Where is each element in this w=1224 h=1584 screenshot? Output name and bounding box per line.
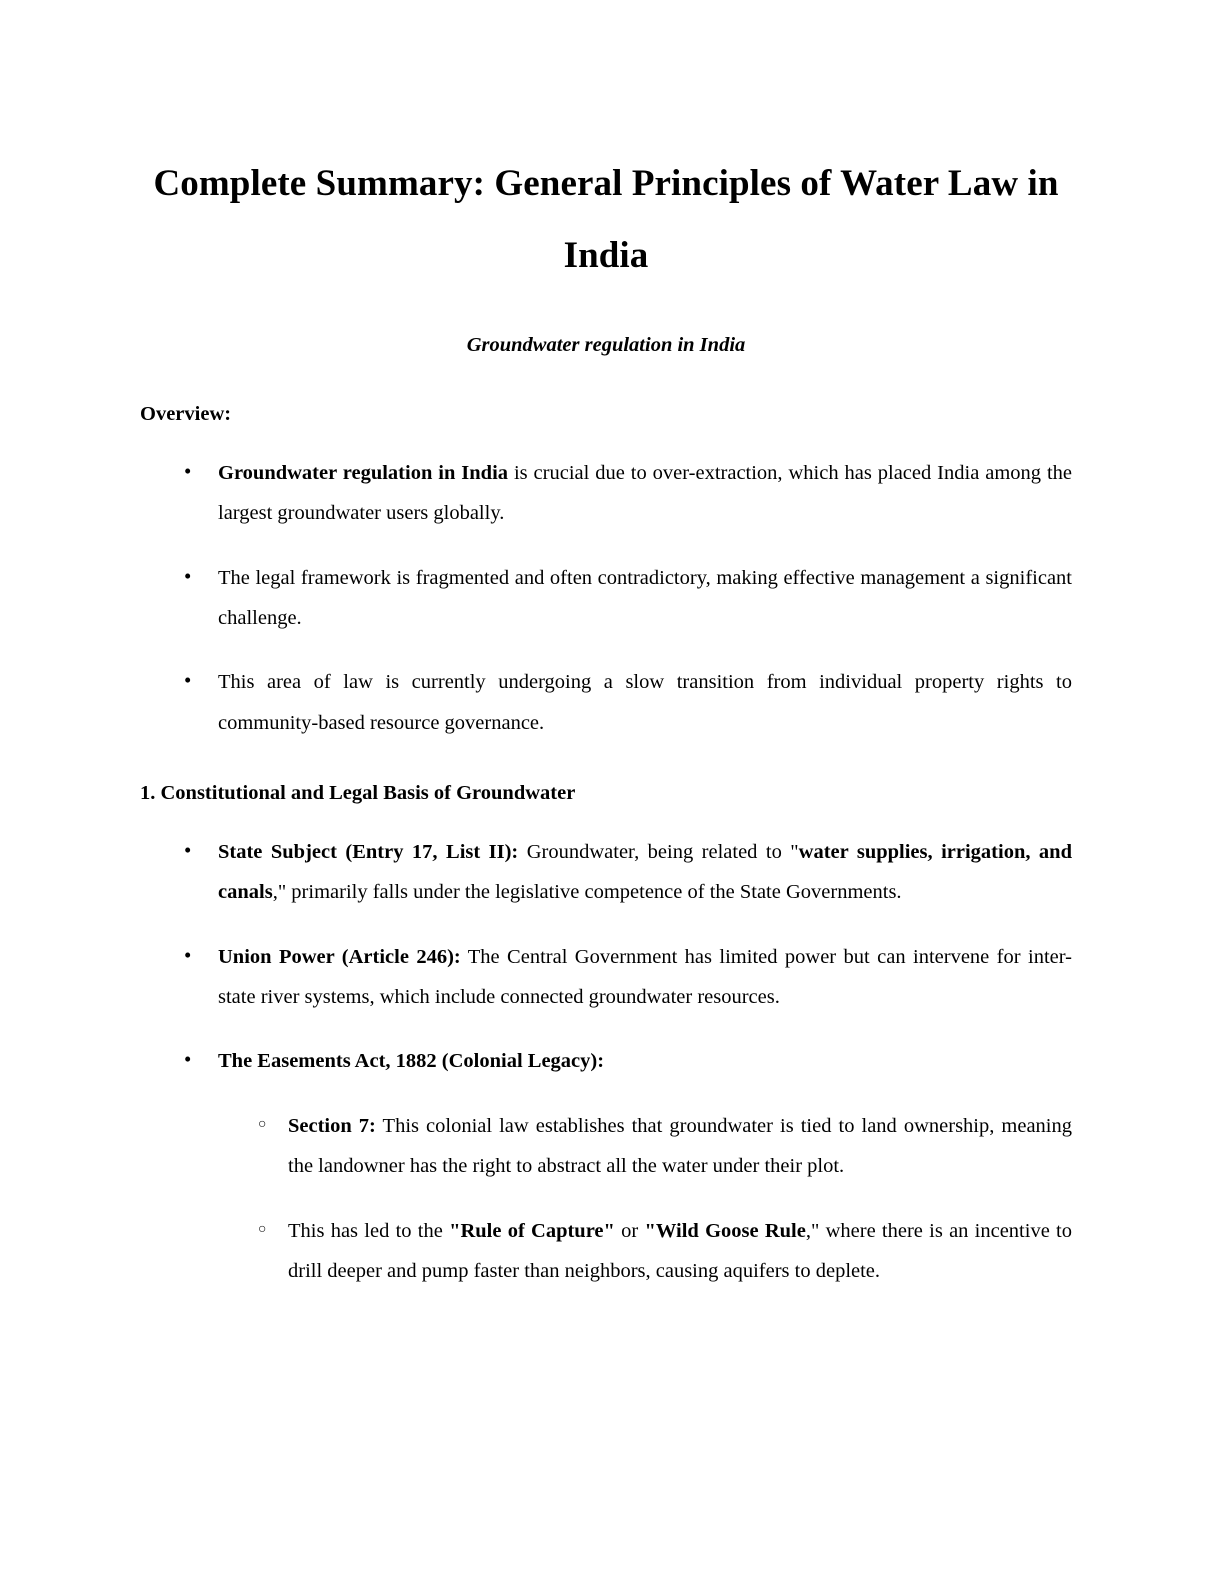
list-item-body: This colonial law establishes that groundwater is tied to land ownership, meaning the landowner has the right to abstract all the water under their plot. — [288, 1114, 1072, 1178]
list-item-text — [288, 1211, 1072, 1292]
list-item — [140, 1041, 1072, 1291]
list-item-body: The legal framework is fragmented and often contradictory, making effective management a significant challenge. — [218, 566, 1072, 630]
list-item-text — [218, 558, 1072, 639]
list-item — [218, 1106, 1072, 1187]
list-item — [140, 662, 1072, 743]
list-item-body: This has led to the — [288, 1219, 450, 1242]
list-item-body-tail: ," primarily falls under the legislative competence of the State Governments. — [272, 881, 902, 904]
list-item-text — [218, 453, 1072, 534]
list-item-lead: The Easements Act, 1882 (Colonial Legacy): — [218, 1050, 605, 1073]
overview-heading: Overview: — [140, 403, 232, 426]
list-item-text — [288, 1106, 1072, 1187]
list-item-body-tail: ," where there is an incentive to drill deeper and pump faster than neighbors, causing aquifers to deplete. — [288, 1219, 1072, 1282]
list-item — [140, 937, 1072, 1018]
list-item-body: is crucial due to over-extraction, which has placed India among the largest groundwater users globally. — [218, 461, 1072, 525]
list-item-lead: Groundwater regulation in India — [218, 461, 509, 484]
list-item — [140, 453, 1072, 534]
section-heading-constitutional-legal-basis: 1. Constitutional and Legal Basis of Groundwater — [140, 782, 576, 805]
list-item — [140, 832, 1072, 913]
list-item-text — [218, 937, 1072, 1018]
list-item-text — [218, 662, 1072, 743]
section-bullet-list — [140, 832, 1072, 1291]
list-item-body-between: or — [614, 1219, 645, 1242]
list-item-body: The Central Government has limited power but can intervene for inter-state river systems, which include connected groundwater resources. — [218, 945, 1072, 1009]
list-item-lead: Union Power (Article 246): — [218, 945, 461, 968]
list-item-emphasis: water supplies, irrigation, and canals — [218, 840, 1072, 904]
page-title: Complete Summary: General Principles of Water Law in India — [153, 163, 1059, 277]
overview-bullet-list — [140, 453, 1072, 743]
document-content — [140, 0, 1072, 1291]
list-item-body: This area of law is currently undergoing a slow transition from individual property rights to community-based resource governance. — [218, 671, 1072, 734]
nested-bullet-list — [218, 1106, 1072, 1292]
document-subtitle: Groundwater regulation in India — [466, 334, 746, 357]
list-item-emphasis-two: "Wild Goose Rule — [644, 1219, 806, 1242]
list-item-lead: Section 7: — [288, 1114, 376, 1137]
list-item — [140, 558, 1072, 639]
list-item — [218, 1211, 1072, 1292]
list-item-emphasis-one: "Rule of Capture" — [449, 1219, 615, 1242]
list-item-text — [218, 1041, 1072, 1081]
list-item-body: Groundwater, being related to " — [518, 840, 799, 863]
list-item-lead: State Subject (Entry 17, List II): — [218, 840, 519, 863]
list-item-text — [218, 832, 1072, 913]
